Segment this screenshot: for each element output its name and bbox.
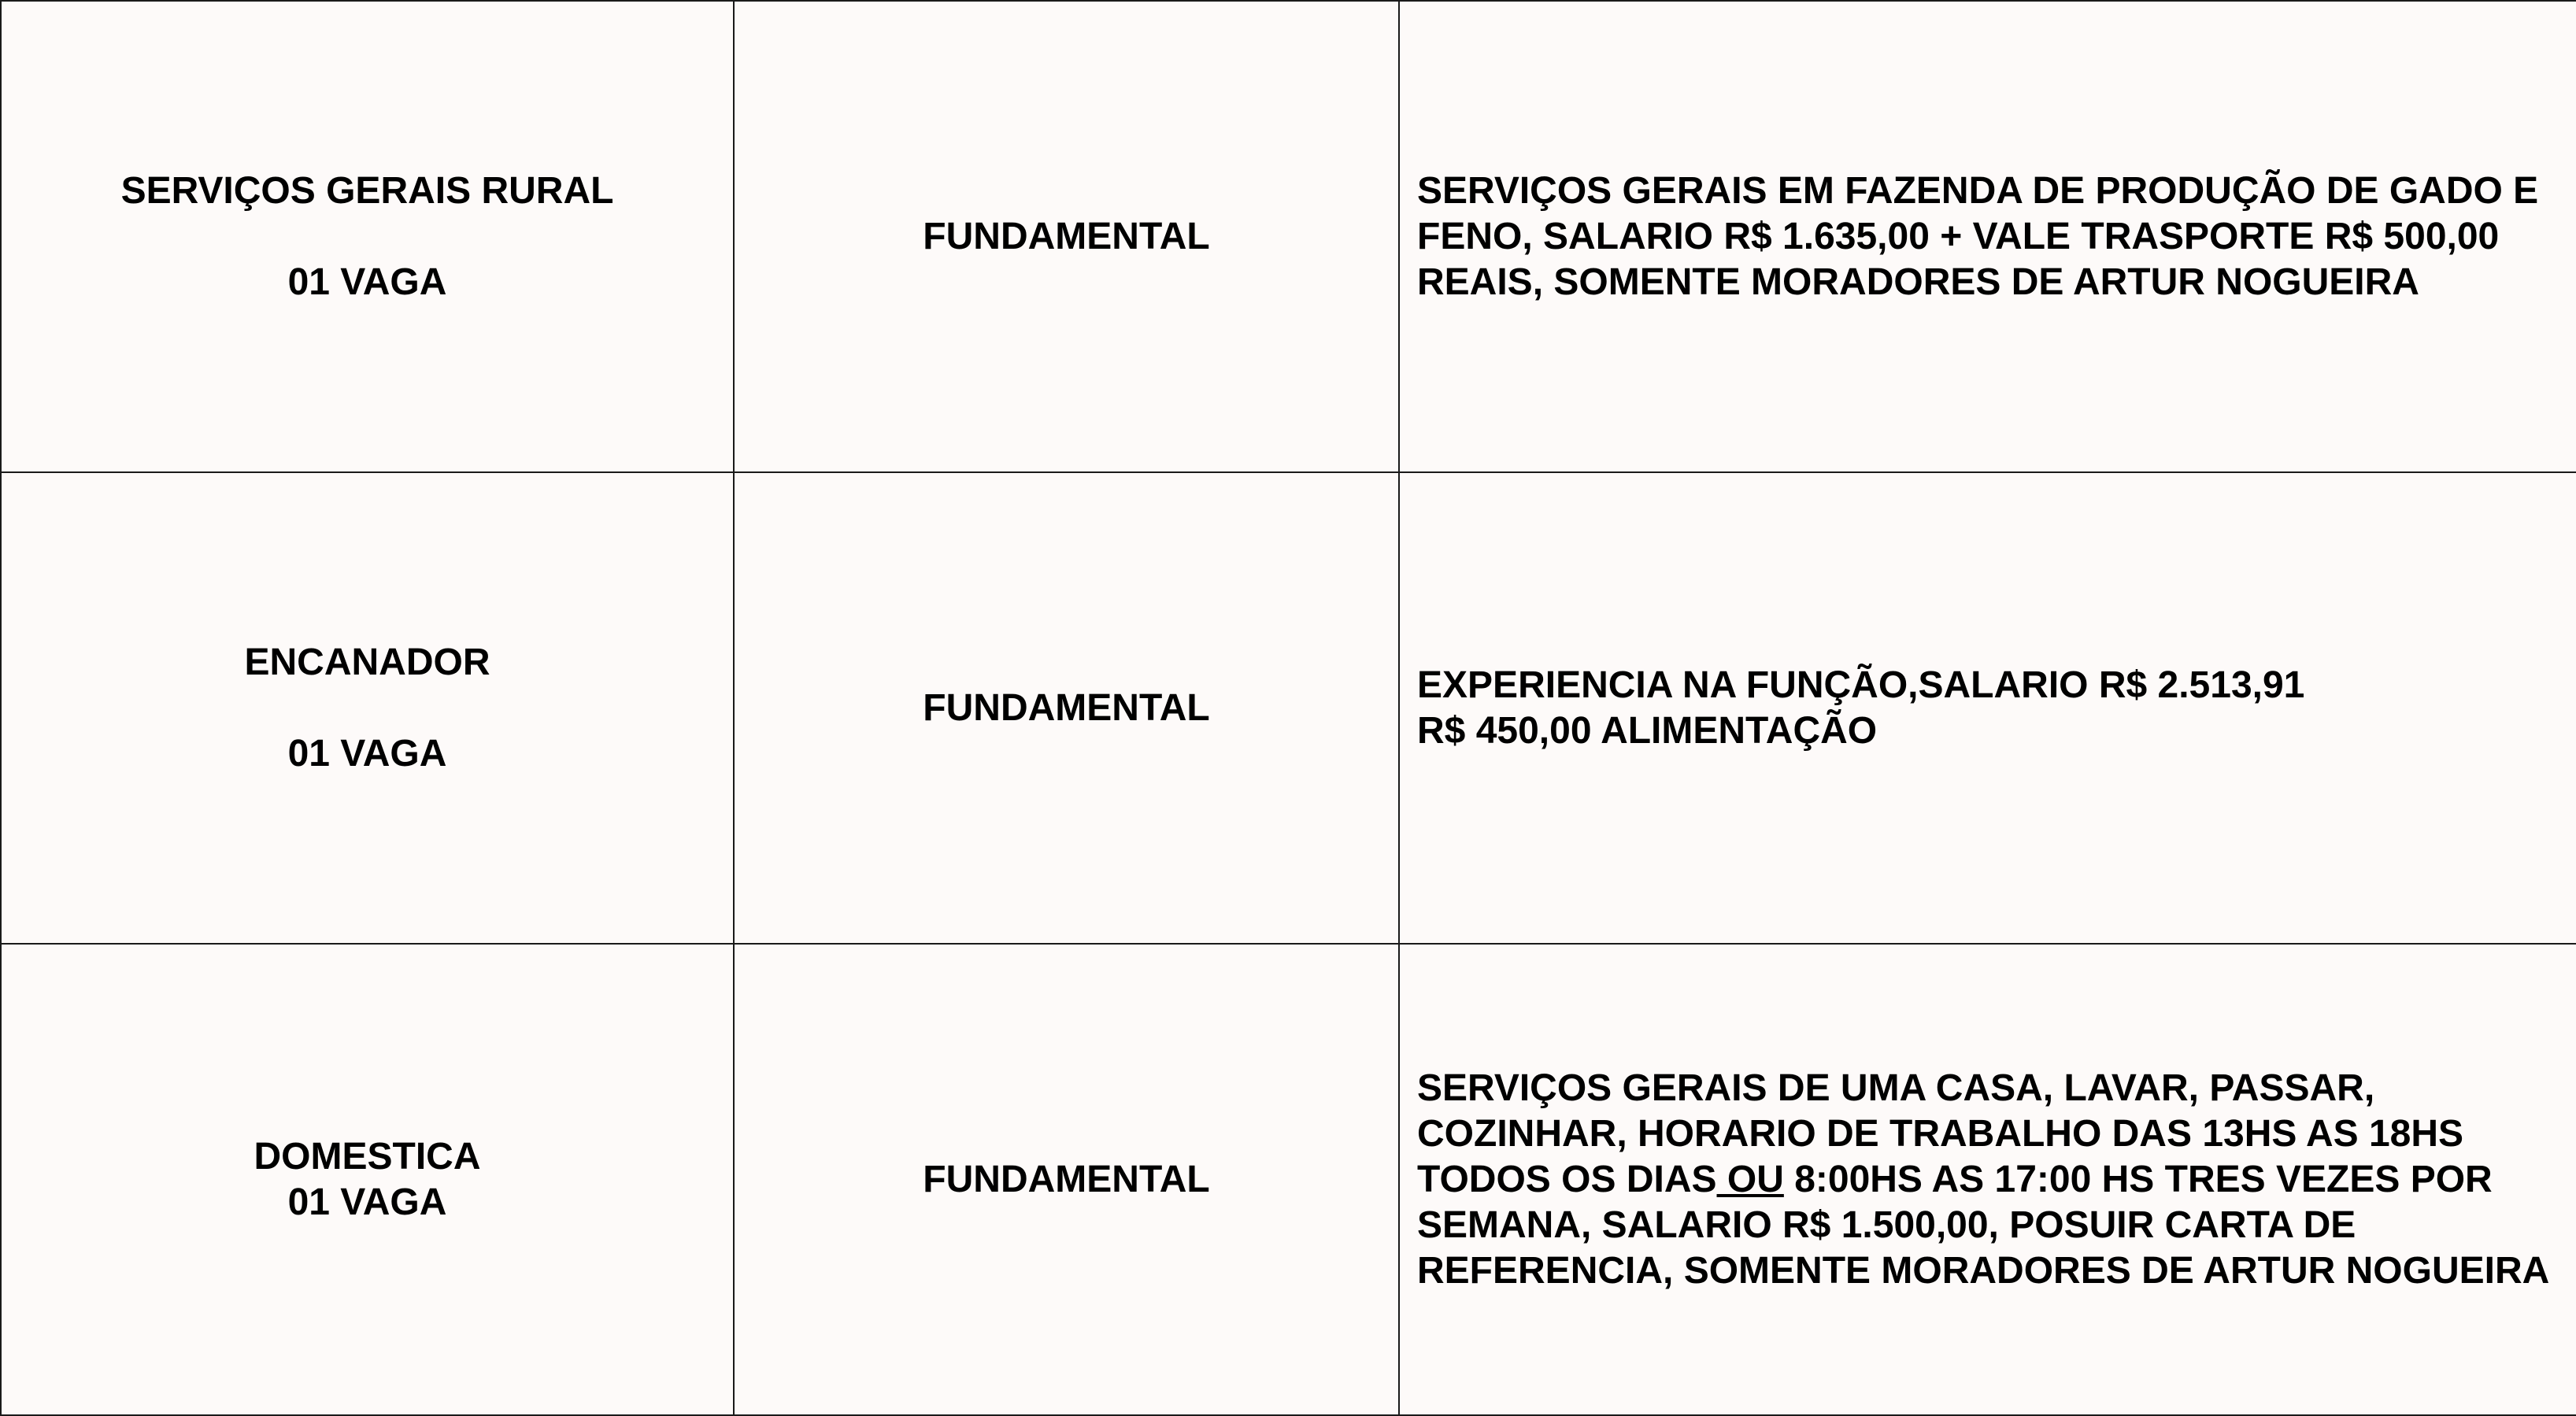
underlined-or-text: OU [1716, 1158, 1784, 1200]
table-row [1, 472, 2576, 944]
vacancy-count: 01 VAGA [287, 732, 447, 775]
vacancy-count: 01 VAGA [287, 261, 447, 303]
role-cell [1, 472, 734, 944]
job-description-part: 8:00HS AS 17:00 HS TRES VEZES POR SEMANA, SALARIO R$ 1.500,00, POSUIR CARTA DE REFERENCIA, SOMENTE MORADORES DE ARTUR NOGUEIRA [1417, 1158, 2550, 1292]
table-row [1, 1, 2576, 472]
education-cell [734, 1, 1399, 472]
role-cell [1, 944, 734, 1415]
education-cell [734, 472, 1399, 944]
table-row [1, 944, 2576, 1415]
role-cell [1, 1, 734, 472]
role-title: DOMESTICA [254, 1135, 481, 1178]
description-cell [1399, 1, 2576, 472]
education-level: FUNDAMENTAL [923, 686, 1210, 729]
role-title: SERVIÇOS GERAIS RURAL [120, 169, 614, 212]
job-description [1417, 1066, 2560, 1294]
education-cell [734, 944, 1399, 1415]
job-description-line: R$ 450,00 ALIMENTAÇÃO [1417, 709, 1878, 752]
description-cell [1399, 472, 2576, 944]
job-description-part: SERVIÇOS GERAIS DE UMA CASA, LAVAR, PASSAR, COZINHAR, HORARIO DE TRABALHO DAS 13HS AS 18HS TODOS OS DIAS [1417, 1067, 2464, 1200]
education-level: FUNDAMENTAL [923, 1158, 1210, 1200]
role-title: ENCANADOR [244, 641, 490, 683]
description-cell [1399, 944, 2576, 1415]
job-description: SERVIÇOS GERAIS EM FAZENDA DE PRODUÇÃO DE GADO E FENO, SALARIO R$ 1.635,00 + VALE TRASPORTE R$ 500,00 REAIS, SOMENTE MORADORES DE ARTUR NOGUEIRA [1417, 169, 2539, 303]
job-description-line: EXPERIENCIA NA FUNÇÃO,SALARIO R$ 2.513,91 [1417, 664, 2305, 706]
vacancy-count: 01 VAGA [287, 1181, 447, 1223]
education-level: FUNDAMENTAL [923, 215, 1210, 257]
